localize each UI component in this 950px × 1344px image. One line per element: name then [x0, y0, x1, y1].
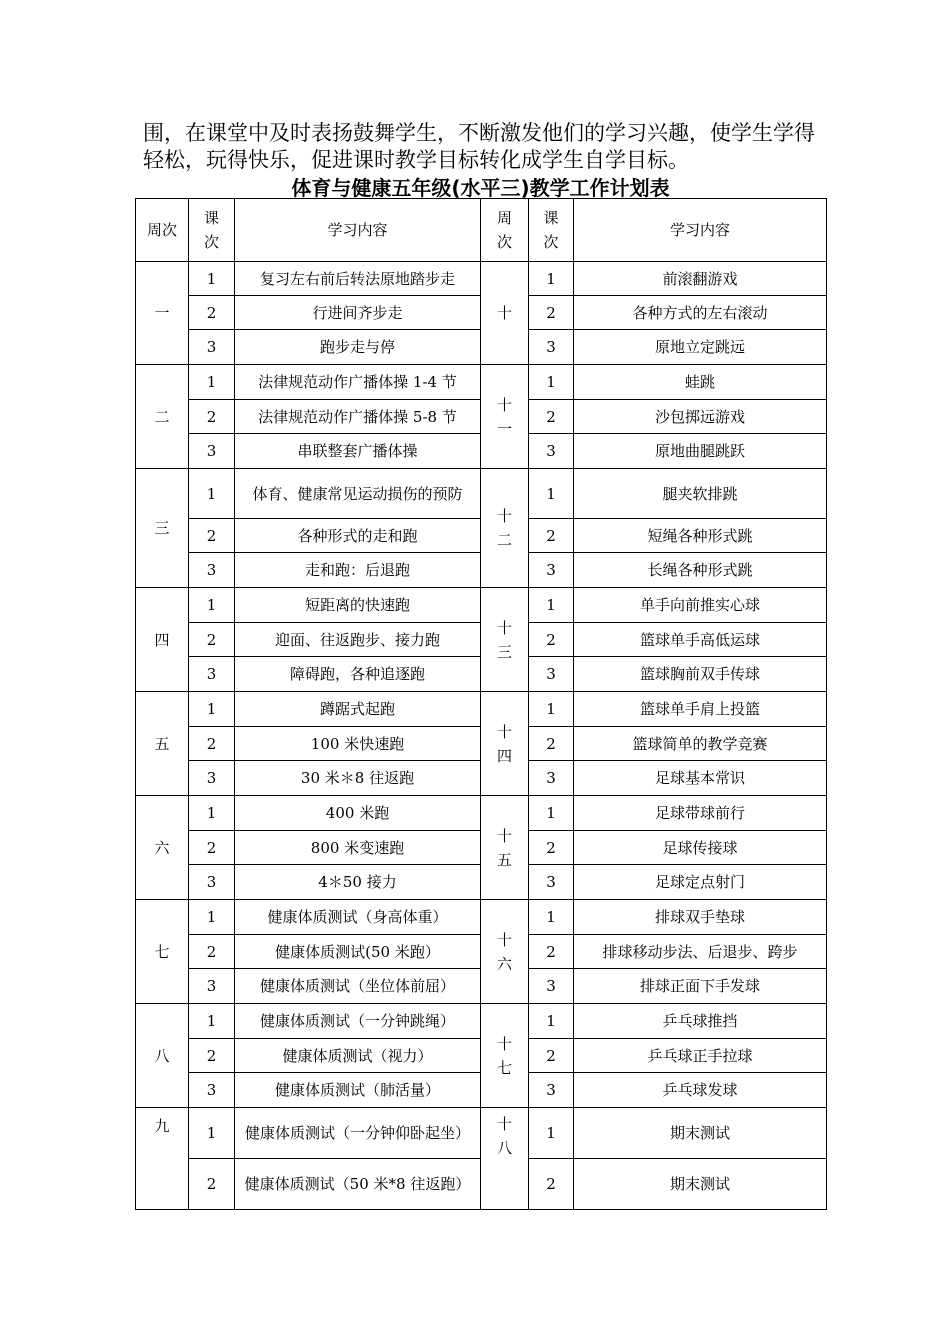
lesson-number-right: 1	[529, 365, 574, 400]
lesson-number-left: 1	[189, 588, 235, 623]
intro-paragraph: 围，在课堂中及时表扬鼓舞学生，不断激发他们的学习兴趣，使学生学得轻松，玩得快乐，促进课时教学目标转化成学生自学目标。	[143, 121, 815, 172]
lesson-number-left: 1	[189, 365, 235, 400]
teaching-plan-table	[135, 198, 827, 1210]
lesson-number-right: 2	[529, 519, 574, 553]
table-row	[136, 365, 827, 400]
week-number-right: 十八	[481, 1108, 529, 1210]
lesson-content-right: 腿夹软排跳	[574, 469, 827, 519]
lesson-number-left: 2	[189, 519, 235, 553]
week-number-right: 十六	[481, 900, 529, 1004]
lesson-content-right: 排球双手垫球	[574, 900, 827, 935]
table-title: 体育与健康五年级(水平三)教学工作计划表	[291, 176, 670, 200]
lesson-content-left: 健康体质测试(50 米跑）	[235, 935, 481, 969]
lesson-number-right: 3	[529, 330, 574, 365]
lesson-content-left: 健康体质测试（肺活量）	[235, 1073, 481, 1108]
lesson-number-right: 3	[529, 553, 574, 588]
lesson-content-left: 健康体质测试（一分钟跳绳）	[235, 1004, 481, 1039]
lesson-number-right: 1	[529, 1108, 574, 1159]
lesson-content-right: 期末测试	[574, 1159, 827, 1210]
lesson-content-left: 短距离的快速跑	[235, 588, 481, 623]
lesson-content-left: 法律规范动作广播体操 1-4 节	[235, 365, 481, 400]
table-row	[136, 1108, 827, 1159]
week-number-left: 九	[136, 1108, 189, 1210]
lesson-content-right: 足球基本常识	[574, 761, 827, 796]
lesson-number-left: 1	[189, 692, 235, 727]
lesson-number-right: 1	[529, 900, 574, 935]
lesson-number-left: 1	[189, 1108, 235, 1159]
table-body	[136, 262, 827, 1210]
lesson-content-left: 跑步走与停	[235, 330, 481, 365]
lesson-number-left: 2	[189, 831, 235, 865]
lesson-content-left: 4＊50 接力	[235, 865, 481, 900]
lesson-number-right: 2	[529, 935, 574, 969]
lesson-content-left: 健康体质测试（一分钟仰卧起坐）	[235, 1108, 481, 1159]
lesson-content-left: 30 米＊8 往返跑	[235, 761, 481, 796]
lesson-number-left: 3	[189, 434, 235, 469]
lesson-number-left: 2	[189, 1039, 235, 1073]
lesson-content-right: 单手向前推实心球	[574, 588, 827, 623]
lesson-number-left: 2	[189, 935, 235, 969]
lesson-number-right: 2	[529, 623, 574, 657]
header-content-left: 学习内容	[235, 199, 481, 262]
lesson-number-right: 2	[529, 1159, 574, 1210]
lesson-content-left: 健康体质测试（身高体重）	[235, 900, 481, 935]
lesson-content-right: 排球移动步法、后退步、跨步	[574, 935, 827, 969]
lesson-content-left: 蹲踞式起跑	[235, 692, 481, 727]
week-number-left: 六	[136, 796, 189, 900]
week-number-right: 十二	[481, 469, 529, 588]
table-row	[136, 262, 827, 296]
table-row	[136, 1004, 827, 1039]
lesson-content-right: 原地立定跳远	[574, 330, 827, 365]
lesson-content-left: 走和跑：后退跑	[235, 553, 481, 588]
lesson-number-right: 3	[529, 657, 574, 692]
lesson-content-left: 体育、健康常见运动损伤的预防	[235, 469, 481, 519]
lesson-content-left: 行进间齐步走	[235, 296, 481, 330]
lesson-content-left: 各种形式的走和跑	[235, 519, 481, 553]
lesson-content-right: 原地曲腿跳跃	[574, 434, 827, 469]
lesson-content-left: 法律规范动作广播体操 5-8 节	[235, 400, 481, 434]
lesson-number-right: 1	[529, 469, 574, 519]
lesson-number-left: 3	[189, 330, 235, 365]
lesson-number-left: 3	[189, 969, 235, 1004]
table-row	[136, 796, 827, 831]
lesson-content-left: 障碍跑，各种追逐跑	[235, 657, 481, 692]
week-number-left: 三	[136, 469, 189, 588]
lesson-content-left: 400 米跑	[235, 796, 481, 831]
lesson-number-right: 3	[529, 969, 574, 1004]
lesson-number-left: 1	[189, 796, 235, 831]
lesson-number-left: 3	[189, 1073, 235, 1108]
lesson-number-left: 2	[189, 1159, 235, 1210]
table-row	[136, 900, 827, 935]
week-number-right: 十一	[481, 365, 529, 469]
lesson-content-right: 篮球单手高低运球	[574, 623, 827, 657]
week-number-left: 八	[136, 1004, 189, 1108]
lesson-number-left: 1	[189, 469, 235, 519]
lesson-number-left: 1	[189, 1004, 235, 1039]
lesson-number-left: 3	[189, 553, 235, 588]
week-number-right: 十四	[481, 692, 529, 796]
lesson-content-left: 健康体质测试（视力）	[235, 1039, 481, 1073]
table-row	[136, 588, 827, 623]
lesson-content-right: 蛙跳	[574, 365, 827, 400]
header-week-right: 周次	[481, 199, 529, 262]
lesson-number-right: 2	[529, 1039, 574, 1073]
lesson-content-right: 前滚翻游戏	[574, 262, 827, 296]
header-week-left: 周次	[136, 199, 189, 262]
lesson-number-right: 2	[529, 296, 574, 330]
lesson-number-right: 2	[529, 831, 574, 865]
lesson-number-right: 3	[529, 761, 574, 796]
lesson-content-right: 短绳各种形式跳	[574, 519, 827, 553]
lesson-number-left: 2	[189, 727, 235, 761]
week-number-left: 四	[136, 588, 189, 692]
header-content-right: 学习内容	[574, 199, 827, 262]
lesson-number-left: 3	[189, 761, 235, 796]
table-row	[136, 692, 827, 727]
lesson-content-right: 乒乓球正手拉球	[574, 1039, 827, 1073]
lesson-content-right: 期末测试	[574, 1108, 827, 1159]
lesson-content-left: 健康体质测试（50 米*8 往返跑）	[235, 1159, 481, 1210]
lesson-number-right: 3	[529, 434, 574, 469]
lesson-content-right: 乒乓球推挡	[574, 1004, 827, 1039]
header-lesson-left: 课次	[189, 199, 235, 262]
lesson-content-left: 迎面、往返跑步、接力跑	[235, 623, 481, 657]
lesson-number-right: 1	[529, 588, 574, 623]
week-number-right: 十七	[481, 1004, 529, 1108]
lesson-number-left: 2	[189, 400, 235, 434]
lesson-number-left: 2	[189, 296, 235, 330]
lesson-number-right: 2	[529, 400, 574, 434]
header-row	[136, 199, 827, 262]
lesson-number-left: 1	[189, 262, 235, 296]
week-number-left: 七	[136, 900, 189, 1004]
lesson-content-left: 800 米变速跑	[235, 831, 481, 865]
lesson-content-left: 串联整套广播体操	[235, 434, 481, 469]
header-lesson-right: 课次	[529, 199, 574, 262]
lesson-number-right: 1	[529, 692, 574, 727]
lesson-number-left: 3	[189, 865, 235, 900]
lesson-number-left: 1	[189, 900, 235, 935]
week-number-left: 二	[136, 365, 189, 469]
lesson-number-left: 3	[189, 657, 235, 692]
lesson-number-right: 1	[529, 262, 574, 296]
lesson-number-right: 3	[529, 1073, 574, 1108]
lesson-content-right: 各种方式的左右滚动	[574, 296, 827, 330]
lesson-number-right: 3	[529, 865, 574, 900]
lesson-content-right: 足球传接球	[574, 831, 827, 865]
lesson-content-right: 篮球单手肩上投篮	[574, 692, 827, 727]
lesson-content-right: 沙包掷远游戏	[574, 400, 827, 434]
lesson-content-right: 篮球简单的教学竞赛	[574, 727, 827, 761]
week-number-left: 一	[136, 262, 189, 365]
lesson-content-right: 排球正面下手发球	[574, 969, 827, 1004]
lesson-content-right: 乒乓球发球	[574, 1073, 827, 1108]
lesson-content-right: 篮球胸前双手传球	[574, 657, 827, 692]
table-row	[136, 469, 827, 519]
lesson-content-right: 足球定点射门	[574, 865, 827, 900]
lesson-content-left: 100 米快速跑	[235, 727, 481, 761]
week-number-right: 十	[481, 262, 529, 365]
lesson-content-left: 复习左右前后转法原地踏步走	[235, 262, 481, 296]
lesson-content-left: 健康体质测试（坐位体前屈）	[235, 969, 481, 1004]
lesson-content-right: 足球带球前行	[574, 796, 827, 831]
week-number-right: 十三	[481, 588, 529, 692]
lesson-number-left: 2	[189, 623, 235, 657]
lesson-number-right: 1	[529, 1004, 574, 1039]
week-number-right: 十五	[481, 796, 529, 900]
lesson-number-right: 1	[529, 796, 574, 831]
lesson-content-right: 长绳各种形式跳	[574, 553, 827, 588]
lesson-number-right: 2	[529, 727, 574, 761]
week-number-left: 五	[136, 692, 189, 796]
